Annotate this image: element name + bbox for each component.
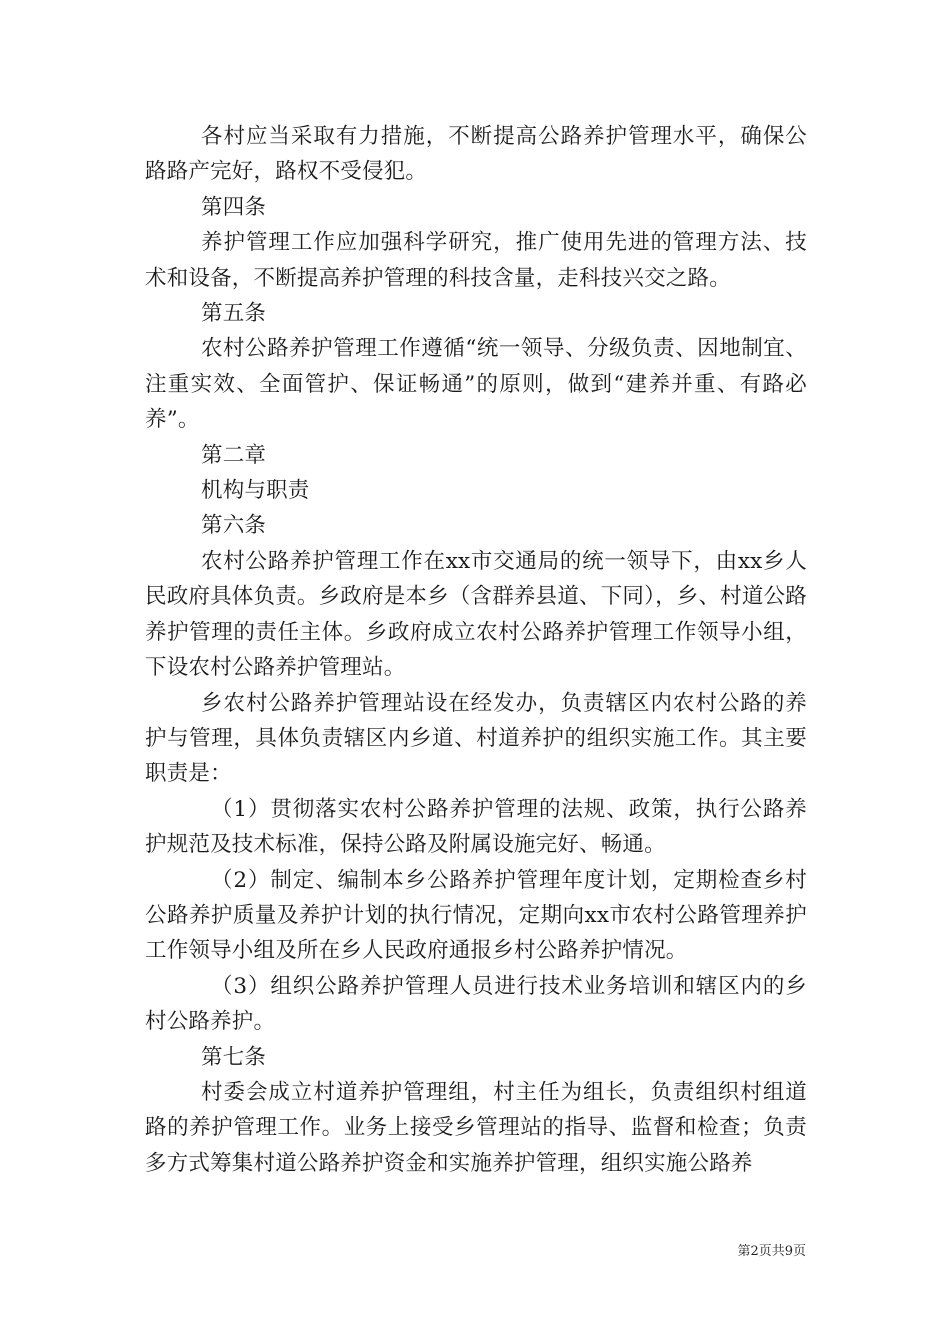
- document-body: [145, 119, 807, 1181]
- paragraph: 农村公路养护管理工作遵循“统一领导、分级负责、因地制宜、注重实效、全面管护、保证畅通”的原则，做到“建养并重、有路必养”。: [145, 336, 807, 433]
- chapter-heading: 第二章: [201, 442, 267, 468]
- article-heading: 第六条: [201, 513, 267, 539]
- article-heading: 第四条: [201, 194, 267, 220]
- page-number: 第2页共9页: [737, 1244, 806, 1259]
- paragraph: 养护管理工作应加强科学研究，推广使用先进的管理方法、技术和设备，不断提高养护管理的科技含量，走科技兴交之路。: [145, 230, 807, 291]
- list-item: （2）制定、编制本乡公路养护管理年度计划，定期检查乡村公路养护质量及养护计划的执行情况，定期向xx市农村公路管理养护工作领导小组及所在乡人民政府通报乡村公路养护情况。: [145, 867, 807, 964]
- paragraph: 村委会成立村道养护管理组，村主任为组长，负责组织村组道路的养护管理工作。业务上接受乡管理站的指导、监督和检查；负责多方式筹集村道公路养护资金和实施养护管理，组织实施公路养: [145, 1079, 807, 1176]
- paragraph: 乡农村公路养护管理站设在经发办，负责辖区内农村公路的养护与管理，具体负责辖区内乡道、村道养护的组织实施工作。其主要职责是：: [145, 690, 807, 787]
- paragraph: 农村公路养护管理工作在xx市交通局的统一领导下，由xx乡人民政府具体负责。乡政府是本乡（含群养县道、下同），乡、村道公路养护管理的责任主体。乡政府成立农村公路养护管理工作领导小组，下设农村公路养护管理站。: [145, 548, 807, 681]
- article-heading: 第五条: [201, 301, 267, 327]
- list-item: （3）组织公路养护管理人员进行技术业务培训和辖区内的乡村公路养护。: [145, 973, 807, 1035]
- paragraph: 各村应当采取有力措施，不断提高公路养护管理水平，确保公路路产完好，路权不受侵犯。: [145, 124, 807, 185]
- chapter-title: 机构与职责: [201, 478, 310, 504]
- article-heading: 第七条: [201, 1044, 267, 1070]
- list-item: （1）贯彻落实农村公路养护管理的法规、政策，执行公路养护规范及技术标准，保持公路及附属设施完好、畅通。: [145, 796, 807, 858]
